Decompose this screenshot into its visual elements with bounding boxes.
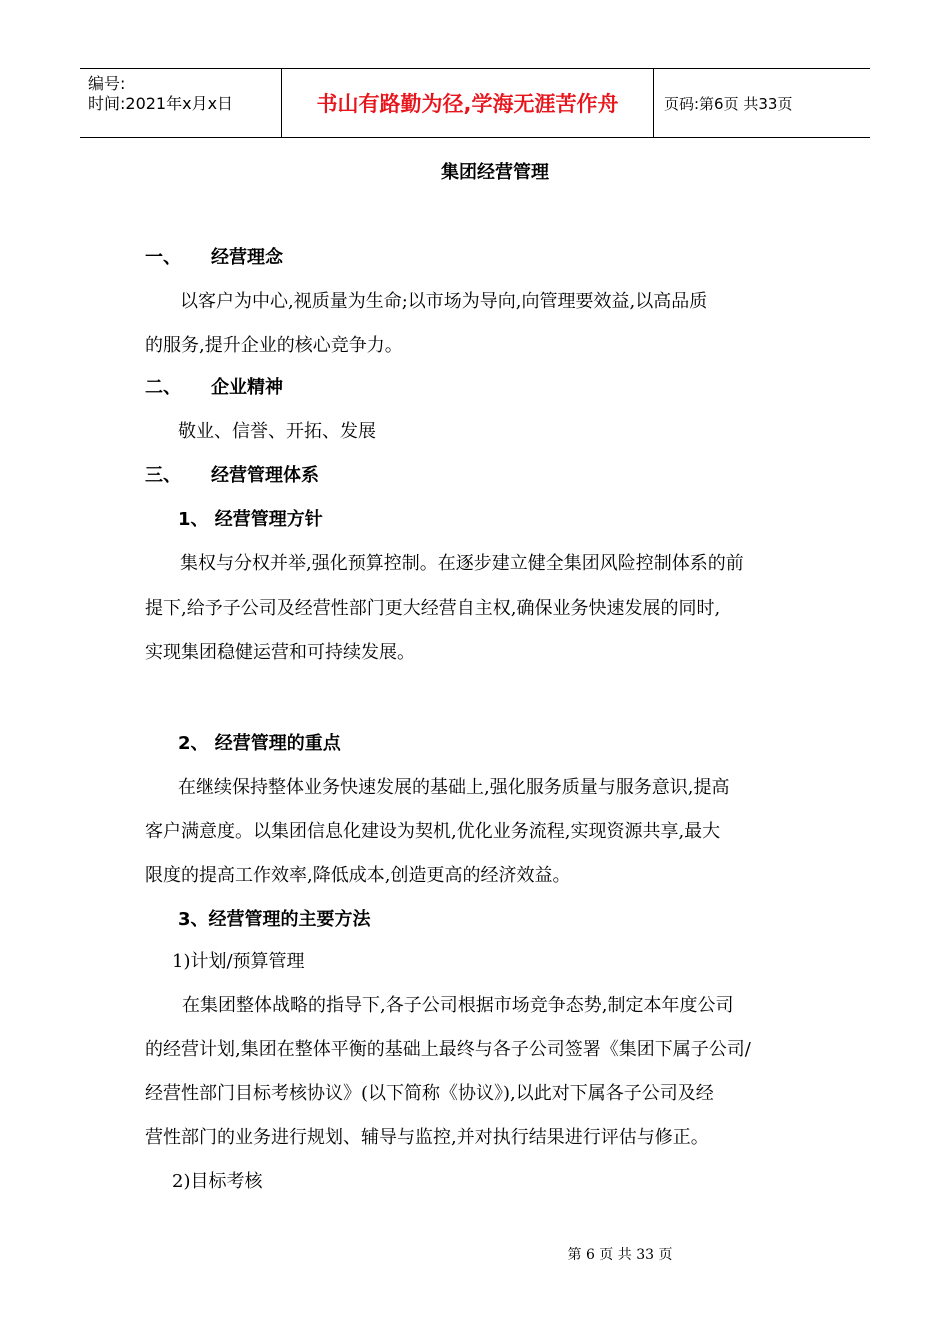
section-heading-2 [145,366,283,410]
section-title: 企业精神 [211,377,283,398]
section-heading-1 [145,236,283,280]
section-title: 经营理念 [211,247,283,268]
paragraph-line: 以客户为中心,视质量为生命;以市场为导向,向管理要效益,以高品质 [180,291,708,312]
paragraph-line: 经营性部门目标考核协议》(以下简称《协议》),以此对下属各子公司及经 [145,1083,714,1104]
paragraph-line: 的经营计划,集团在整体平衡的基础上最终与各子公司签署《集团下属子公司/ [145,1039,751,1060]
list-item: 1)计划/预算管理 [172,951,305,972]
paragraph-line: 敬业、信誉、开拓、发展 [178,421,376,442]
subsection-heading: 1、 经营管理方针 [178,509,323,530]
paragraph-line: 在继续保持整体业务快速发展的基础上,强化服务质量与服务意识,提高 [178,777,730,798]
header-info-cell [80,69,282,137]
paragraph-line: 实现集团稳健运营和可持续发展。 [145,642,415,663]
header-motto: 书山有路勤为径,学海无涯苦作舟 [282,69,654,137]
document-date-label: 时间:2021年x月x日 [88,94,234,113]
page-footer: 第 6 页 共 33 页 [567,1247,673,1263]
page-title: 集团经营管理 [441,162,549,183]
subsection-heading: 2、 经营管理的重点 [178,733,341,754]
section-title: 经营管理体系 [211,465,319,486]
subsection-heading: 3、经营管理的主要方法 [178,909,371,930]
header-table [80,68,870,138]
header-page-label: 页码:第6页 共33页 [664,94,793,113]
paragraph-line: 限度的提高工作效率,降低成本,创造更高的经济效益。 [145,865,571,886]
paragraph-line: 在集团整体战略的指导下,各子公司根据市场竞争态势,制定本年度公司 [182,995,734,1016]
document-number-label: 编号: [88,74,126,93]
section-number: 二、 [145,377,181,398]
list-item: 2)目标考核 [172,1171,263,1192]
paragraph-line: 营性部门的业务进行规划、辅导与监控,并对执行结果进行评估与修正。 [145,1127,709,1148]
paragraph-line: 提下,给予子公司及经营性部门更大经营自主权,确保业务快速发展的同时, [145,598,721,619]
paragraph-line: 的服务,提升企业的核心竞争力。 [145,335,403,356]
section-number: 三、 [145,465,181,486]
section-number: 一、 [145,247,181,268]
paragraph-line: 集权与分权并举,强化预算控制。在逐步建立健全集团风险控制体系的前 [180,553,744,574]
paragraph-line: 客户满意度。以集团信息化建设为契机,优化业务流程,实现资源共享,最大 [145,821,721,842]
section-heading-3 [145,454,319,498]
